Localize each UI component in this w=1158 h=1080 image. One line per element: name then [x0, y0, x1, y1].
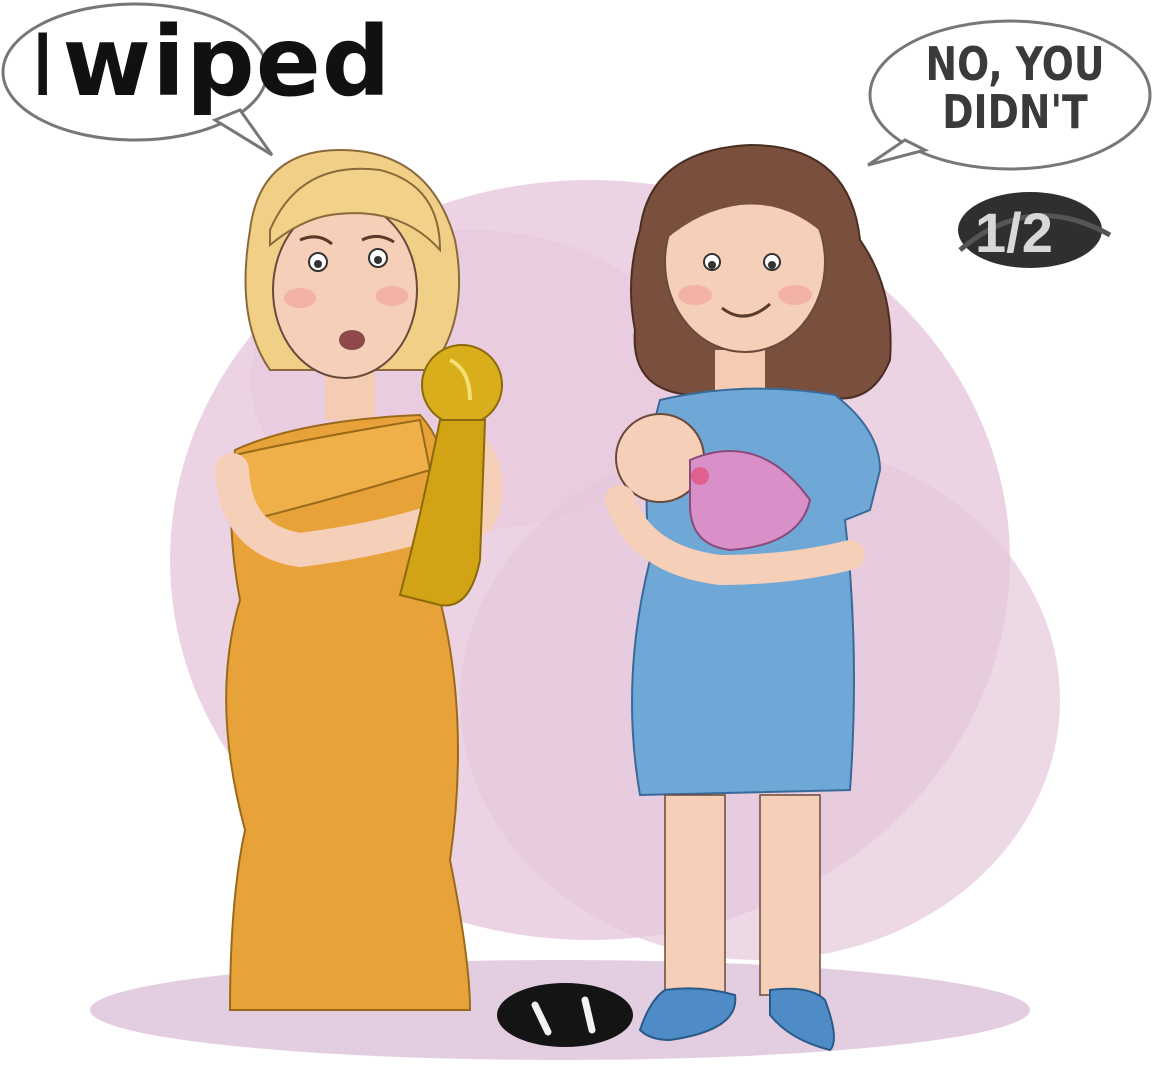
caption-right-line1: NO, YOU — [925, 37, 1105, 91]
scribble-mark-bottom — [497, 983, 633, 1047]
caption-word: wiped — [62, 6, 392, 118]
caption-right-text — [921, 37, 1110, 139]
caption-right-line2: DIDN'T — [942, 85, 1088, 139]
page-indicator: 1/2 — [975, 201, 1053, 264]
caption-left-text — [30, 6, 392, 118]
caption-prefix: I — [30, 16, 57, 116]
